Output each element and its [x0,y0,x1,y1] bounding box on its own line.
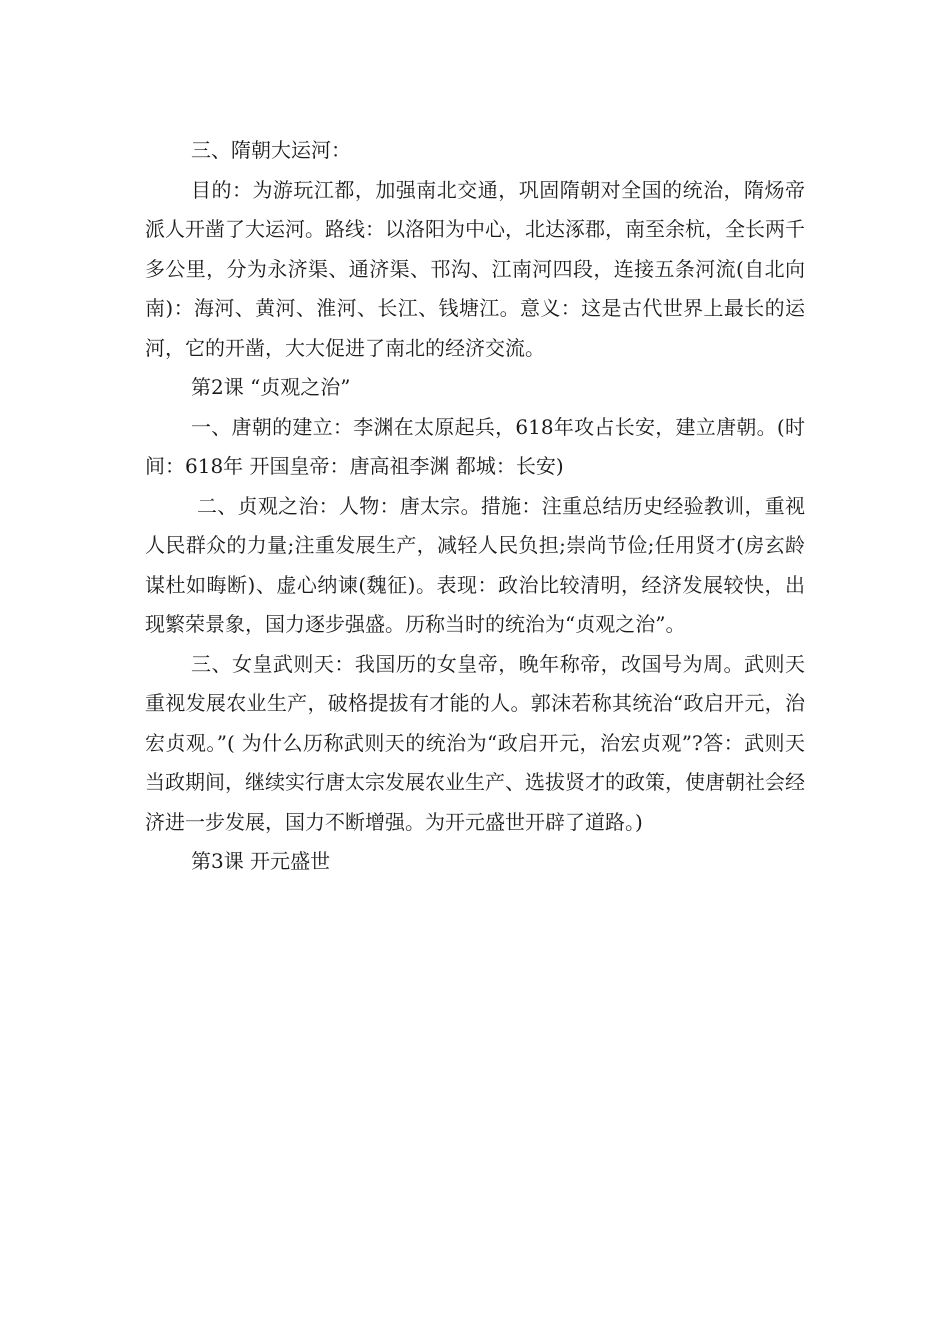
paragraph-wu-zetian: 三、女皇武则天：我国历的女皇帝，晚年称帝，改国号为周。武则天重视发展农业生产，破格提拔有才能的人。郭沫若称其统治“政启开元，治宏贞观。”( 为什么历称武则天的统治为“政启开元，治宏贞观”?答：武则天当政期间，继续实行唐太宗发展农业生产、选拔贤才的政策，使唐朝社会经济进一步发展，国力不断增强。为开元盛世开辟了道路。) [145,651,805,834]
lesson-heading-2: 第2课 “贞观之治” [191,375,351,399]
section-heading-grand-canal: 三、隋朝大运河： [191,138,351,162]
paragraph-zhenguan: 二、贞观之治：人物：唐太宗。措施：注重总结历史经验教训，重视人民群众的力量;注重发展生产，减轻人民负担;崇尚节俭;任用贤才(房玄龄谋杜如晦断)、虚心纳谏(魏征)。表现：政治比较清明，经济发展较快，出现繁荣景象，国力逐步强盛。历称当时的统治为“贞观之治”。 [145,493,805,636]
document-body [145,131,805,882]
paragraph-grand-canal: 目的：为游玩江都，加强南北交通，巩固隋朝对全国的统治，隋炀帝派人开凿了大运河。路线：以洛阳为中心，北达涿郡，南至余杭，全长两千多公里，分为永济渠、通济渠、邗沟、江南河四段，连接五条河流(自北向南)：海河、黄河、淮河、长江、钱塘江。意义：这是古代世界上最长的运河，它的开凿，大大促进了南北的经济交流。 [145,177,805,360]
lesson-heading-3: 第3课 开元盛世 [191,849,331,873]
paragraph-tang-founding: 一、唐朝的建立：李渊在太原起兵，618年攻占长安，建立唐朝。(时间：618年 开国皇帝：唐高祖李渊 都城：长安) [145,414,805,478]
